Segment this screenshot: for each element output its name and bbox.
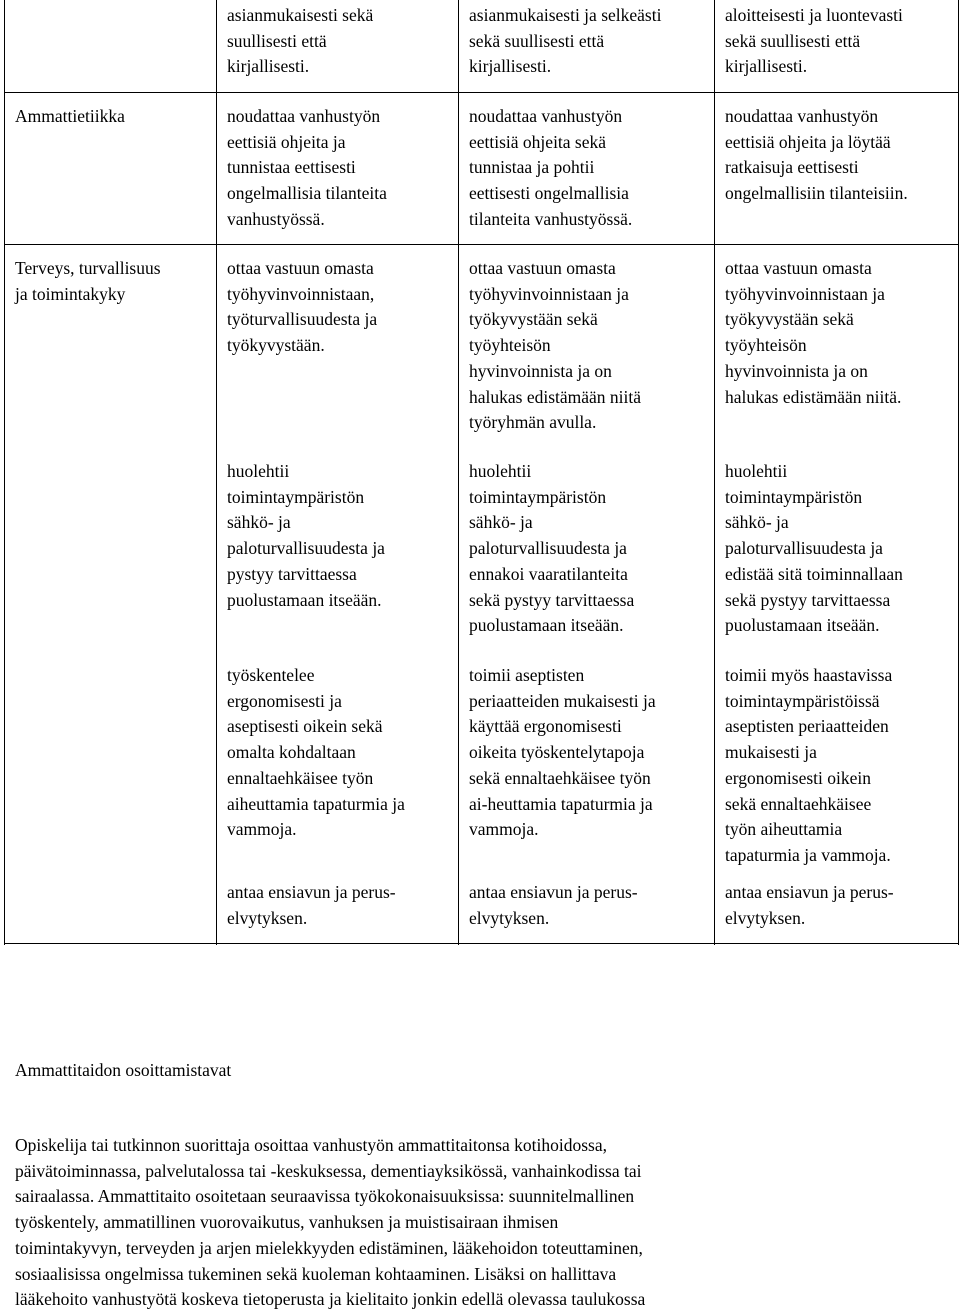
- table-cell: ottaa vastuun omasta työhyvinvoinnistaan ja työkyvystään sekä työyhteisön hyvinvoinnista ja on halukas edistämään niitä työryhmän avulla.: [469, 258, 642, 433]
- table-cell: huolehtii toimintaympäristön sähkö- ja paloturvallisuudesta ja ennakoi vaaratilanteita sekä pystyy tarvittaessa puolustamaan itseään.: [469, 461, 635, 636]
- table-cell: työskentelee ergonomisesti ja aseptisesti oikein sekä omalta kohdaltaan ennaltaehkäisee työn aiheuttamia tapaturmia ja vammoja.: [227, 665, 405, 840]
- table-border-right: [958, 0, 959, 945]
- table-cell: noudattaa vanhustyön eettisiä ohjeita ja tunnistaa eettisesti ongelmallisia tilanteita vanhustyössä.: [227, 106, 387, 229]
- row-divider-2: [4, 244, 959, 245]
- table-border-col2: [458, 0, 459, 945]
- table-border-col1: [216, 0, 217, 945]
- table-border-bottom: [4, 943, 959, 944]
- table-border-col3: [714, 0, 715, 945]
- section-body: Opiskelija tai tutkinnon suorittaja osoittaa vanhustyön ammattitaitonsa kotihoidossa, päivätoiminnassa, palvelutalossa tai -keskuksessa, dementiayksikössä, vanhainkodissa tai sairaalassa. Ammattitaito osoitetaan seuraavissa työkokonaisuuksissa: suunnitelmallinen työskentely, ammatillinen vuorovaikutus, vanhuksen ja muistisairaan ihmisen toimintakyvyn, terveyden ja arjen mielekkyyden edistäminen, lääkehoidon toteuttaminen, sosiaalisissa ongelmissa tukeminen sekä kuoleman kohtaaminen. Lisäksi on hallittava lääkehoito vanhustyötä koskeva tietoperusta ja kielitaito jonkin edellä olevassa taulukossa: [15, 1135, 646, 1310]
- table-cell: asianmukaisesti sekä suullisesti että kirjallisesti.: [227, 5, 374, 77]
- table-cell: toimii myös haastavissa toimintaympäristöissä aseptisten periaatteiden mukaisesti ja ergonomisesti oikein sekä ennaltaehkäisee työn aiheuttamia tapaturmia ja vammoja.: [725, 665, 893, 865]
- table-cell: huolehtii toimintaympäristön sähkö- ja paloturvallisuudesta ja edistää sitä toiminnallaan sekä pystyy tarvittaessa puolustamaan itseään.: [725, 461, 903, 636]
- table-cell: aloitteisesti ja luontevasti sekä suullisesti että kirjallisesti.: [725, 5, 903, 77]
- row-label-ammattietiikka: Ammattietiikka: [15, 106, 125, 126]
- table-cell: toimii aseptisten periaatteiden mukaisesti ja käyttää ergonomisesti oikeita työskentelytapoja sekä ennaltaehkäisee työn ai-heuttamia tapaturmia ja vammoja.: [469, 665, 656, 840]
- table-cell: huolehtii toimintaympäristön sähkö- ja paloturvallisuudesta ja pystyy tarvittaessa puolustamaan itseään.: [227, 461, 385, 610]
- table-cell: asianmukaisesti ja selkeästi sekä suullisesti että kirjallisesti.: [469, 5, 662, 77]
- table-cell: noudattaa vanhustyön eettisiä ohjeita sekä tunnistaa ja pohtii eettisesti ongelmallisia tilanteita vanhustyössä.: [469, 106, 633, 229]
- table-cell: ottaa vastuun omasta työhyvinvoinnistaan ja työkyvystään sekä työyhteisön hyvinvoinnista ja on halukas edistämään niitä.: [725, 258, 902, 407]
- table-cell: ottaa vastuun omasta työhyvinvoinnistaan, työturvallisuudesta ja työkyvystään.: [227, 258, 378, 356]
- table-cell: antaa ensiavun ja perus- elvytyksen.: [725, 882, 894, 928]
- section-title: Ammattitaidon osoittamistavat: [15, 1060, 232, 1080]
- table-cell: noudattaa vanhustyön eettisiä ohjeita ja löytää ratkaisuja eettisesti ongelmallisiin tilanteisiin.: [725, 106, 908, 204]
- table-cell: antaa ensiavun ja perus- elvytyksen.: [227, 882, 396, 928]
- row-divider-1: [4, 92, 959, 93]
- row-label-terveys: Terveys, turvallisuus ja toimintakyky: [15, 258, 161, 304]
- table-cell: antaa ensiavun ja perus- elvytyksen.: [469, 882, 638, 928]
- table-border-left: [4, 0, 5, 945]
